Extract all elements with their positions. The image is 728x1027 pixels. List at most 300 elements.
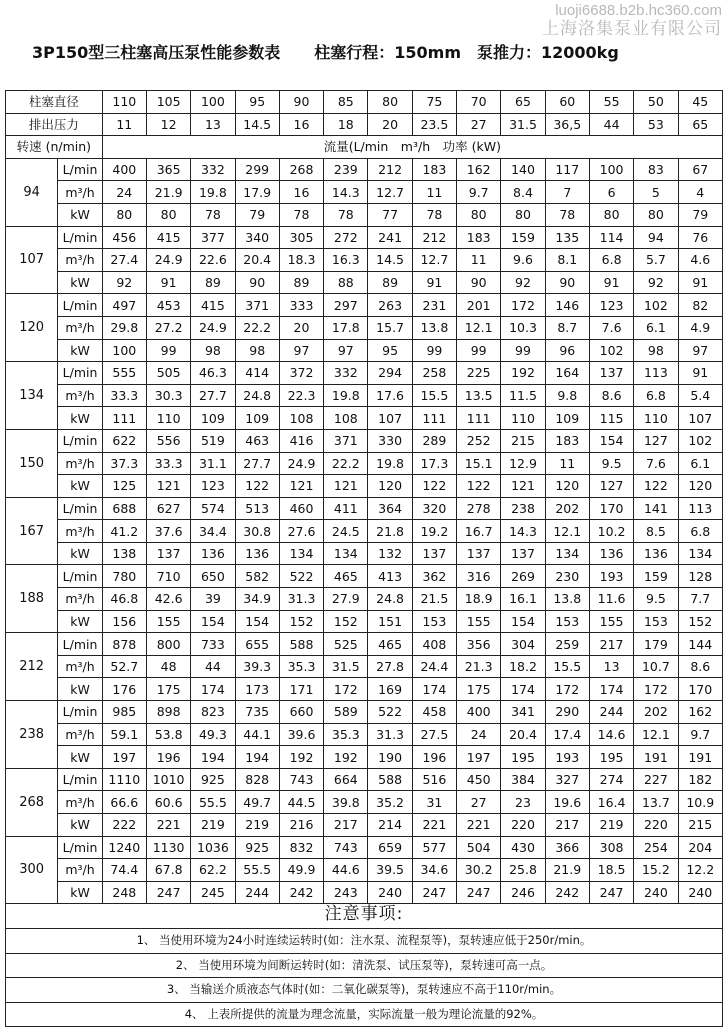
data-cell: 109 (545, 407, 589, 430)
diameter-value: 45 (678, 91, 722, 114)
data-cell: 6.8 (634, 384, 678, 407)
data-cell: 90 (545, 271, 589, 294)
data-cell: 660 (279, 701, 323, 724)
data-cell: 159 (634, 565, 678, 588)
data-cell: 122 (634, 475, 678, 498)
data-cell: 430 (501, 836, 545, 859)
data-cell: 172 (634, 678, 678, 701)
data-cell: 120 (545, 475, 589, 498)
data-cell: 33.3 (146, 452, 190, 475)
data-cell: 204 (678, 836, 722, 859)
data-cell: 219 (191, 814, 235, 837)
data-cell: 10.7 (634, 655, 678, 678)
data-cell: 304 (501, 633, 545, 656)
data-cell: 220 (634, 814, 678, 837)
data-cell: 247 (457, 881, 501, 904)
data-cell: 1130 (146, 836, 190, 859)
data-cell: 31.3 (279, 588, 323, 611)
data-cell: 299 (235, 158, 279, 181)
data-cell: 7.6 (634, 452, 678, 475)
speed-value: 188 (6, 565, 58, 633)
data-cell: 6.1 (634, 316, 678, 339)
watermark-company: 上海洛集泵业有限公司 (542, 19, 722, 38)
data-cell: 172 (324, 678, 368, 701)
data-cell: 128 (678, 565, 722, 588)
data-cell: 29.8 (102, 316, 146, 339)
data-cell: 247 (146, 881, 190, 904)
data-cell: 225 (457, 362, 501, 385)
data-cell: 60.6 (146, 791, 190, 814)
data-cell: 333 (279, 294, 323, 317)
data-cell: 35.3 (279, 655, 323, 678)
data-cell: 100 (102, 339, 146, 362)
data-cell: 8.6 (589, 384, 633, 407)
diameter-value: 55 (589, 91, 633, 114)
data-cell: 44.1 (235, 723, 279, 746)
data-cell: 201 (457, 294, 501, 317)
unit-label: L/min (58, 633, 102, 656)
data-cell: 627 (146, 497, 190, 520)
data-cell: 27.2 (146, 316, 190, 339)
data-cell: 111 (457, 407, 501, 430)
data-cell: 290 (545, 701, 589, 724)
data-cell: 254 (634, 836, 678, 859)
data-cell: 14.3 (501, 520, 545, 543)
note-item: 1、 当使用环境为24小时连续运转时(如：注水泵、流程泵等)，泵转速应低于250r/min。 (5, 929, 723, 954)
data-cell: 79 (678, 203, 722, 226)
data-cell: 125 (102, 475, 146, 498)
data-cell: 925 (235, 836, 279, 859)
data-cell: 140 (501, 158, 545, 181)
unit-label: m³/h (58, 181, 102, 204)
data-cell: 173 (235, 678, 279, 701)
data-cell: 245 (191, 881, 235, 904)
data-cell: 305 (279, 226, 323, 249)
data-cell: 240 (368, 881, 412, 904)
data-cell: 252 (457, 429, 501, 452)
data-cell: 743 (279, 768, 323, 791)
data-cell: 113 (634, 362, 678, 385)
data-cell: 11 (412, 181, 456, 204)
unit-label: L/min (58, 497, 102, 520)
data-cell: 18.9 (457, 588, 501, 611)
data-cell: 91 (589, 271, 633, 294)
data-cell: 136 (235, 542, 279, 565)
data-cell: 24.8 (368, 588, 412, 611)
data-cell: 12.1 (457, 316, 501, 339)
data-cell: 12.7 (368, 181, 412, 204)
data-cell: 215 (678, 814, 722, 837)
data-cell: 332 (191, 158, 235, 181)
unit-label: m³/h (58, 452, 102, 475)
data-cell: 137 (146, 542, 190, 565)
data-cell: 48 (146, 655, 190, 678)
data-cell: 24.4 (412, 655, 456, 678)
data-cell: 664 (324, 768, 368, 791)
data-cell: 8.5 (634, 520, 678, 543)
data-cell: 153 (545, 610, 589, 633)
data-cell: 800 (146, 633, 190, 656)
data-cell: 24 (457, 723, 501, 746)
data-cell: 27 (457, 791, 501, 814)
data-cell: 18.5 (589, 859, 633, 882)
diameter-value: 70 (457, 91, 501, 114)
data-cell: 90 (457, 271, 501, 294)
table-row (6, 814, 723, 837)
data-cell: 556 (146, 429, 190, 452)
data-cell: 34.4 (191, 520, 235, 543)
diameter-value: 75 (412, 91, 456, 114)
note-item: 4、 上表所提供的流量为理念流量，实际流量一般为理论流量的92%。 (5, 1003, 723, 1027)
data-cell: 222 (102, 814, 146, 837)
data-cell: 217 (324, 814, 368, 837)
data-cell: 371 (235, 294, 279, 317)
data-cell: 15.5 (545, 655, 589, 678)
data-cell: 162 (678, 701, 722, 724)
diameter-row (6, 91, 723, 114)
data-cell: 497 (102, 294, 146, 317)
data-cell: 332 (324, 362, 368, 385)
data-cell: 31.5 (324, 655, 368, 678)
data-cell: 985 (102, 701, 146, 724)
data-cell: 39.8 (324, 791, 368, 814)
data-cell: 120 (368, 475, 412, 498)
data-cell: 80 (146, 203, 190, 226)
data-cell: 365 (146, 158, 190, 181)
data-cell: 241 (368, 226, 412, 249)
data-cell: 340 (235, 226, 279, 249)
data-cell: 247 (412, 881, 456, 904)
data-cell: 925 (191, 768, 235, 791)
unit-label: kW (58, 610, 102, 633)
data-cell: 15.2 (634, 859, 678, 882)
data-cell: 244 (235, 881, 279, 904)
data-cell: 9.5 (589, 452, 633, 475)
data-cell: 525 (324, 633, 368, 656)
table-row (6, 181, 723, 204)
data-cell: 193 (589, 565, 633, 588)
data-cell: 134 (324, 542, 368, 565)
table-row (6, 723, 723, 746)
data-cell: 27.6 (279, 520, 323, 543)
table-row (6, 791, 723, 814)
unit-label: L/min (58, 362, 102, 385)
data-cell: 364 (368, 497, 412, 520)
unit-label: m³/h (58, 859, 102, 882)
note-item: 2、 当使用环境为间断运转时(如：清洗泵、试压泵等)，泵转速可高一点。 (5, 954, 723, 979)
data-cell: 259 (545, 633, 589, 656)
data-cell: 175 (146, 678, 190, 701)
data-cell: 91 (678, 271, 722, 294)
data-cell: 458 (412, 701, 456, 724)
data-cell: 113 (678, 497, 722, 520)
data-cell: 522 (368, 701, 412, 724)
data-cell: 1110 (102, 768, 146, 791)
data-cell: 132 (368, 542, 412, 565)
data-cell: 214 (368, 814, 412, 837)
data-cell: 49.7 (235, 791, 279, 814)
data-cell: 453 (146, 294, 190, 317)
data-cell: 272 (324, 226, 368, 249)
data-cell: 197 (457, 746, 501, 769)
table-row (6, 316, 723, 339)
data-cell: 330 (368, 429, 412, 452)
data-cell: 137 (501, 542, 545, 565)
data-cell: 231 (412, 294, 456, 317)
data-cell: 505 (146, 362, 190, 385)
data-cell: 89 (191, 271, 235, 294)
data-cell: 37.3 (102, 452, 146, 475)
data-cell: 13.5 (457, 384, 501, 407)
data-cell: 17.8 (324, 316, 368, 339)
title-stroke: 柱塞行程：150mm (314, 43, 461, 62)
data-cell: 7 (545, 181, 589, 204)
data-cell: 80 (501, 203, 545, 226)
data-cell: 463 (235, 429, 279, 452)
data-cell: 238 (501, 497, 545, 520)
diameter-value: 50 (634, 91, 678, 114)
data-cell: 411 (324, 497, 368, 520)
data-cell: 78 (191, 203, 235, 226)
data-cell: 4.9 (678, 316, 722, 339)
data-cell: 136 (634, 542, 678, 565)
data-cell: 80 (457, 203, 501, 226)
data-cell: 384 (501, 768, 545, 791)
speed-value: 134 (6, 362, 58, 430)
unit-label: kW (58, 407, 102, 430)
data-cell: 31.1 (191, 452, 235, 475)
data-cell: 107 (368, 407, 412, 430)
data-cell: 19.8 (191, 181, 235, 204)
data-cell: 878 (102, 633, 146, 656)
data-cell: 221 (457, 814, 501, 837)
data-cell: 114 (589, 226, 633, 249)
data-cell: 153 (412, 610, 456, 633)
data-cell: 91 (146, 271, 190, 294)
data-cell: 5.4 (678, 384, 722, 407)
data-cell: 110 (146, 407, 190, 430)
title-thrust: 泵推力：12000kg (477, 43, 619, 62)
data-cell: 465 (368, 633, 412, 656)
notes-section (5, 900, 723, 1027)
data-cell: 522 (279, 565, 323, 588)
data-cell: 372 (279, 362, 323, 385)
data-cell: 92 (501, 271, 545, 294)
data-cell: 191 (634, 746, 678, 769)
table-row (6, 384, 723, 407)
data-cell: 898 (146, 701, 190, 724)
data-cell: 67 (678, 158, 722, 181)
data-cell: 4.6 (678, 249, 722, 272)
speed-value: 94 (6, 158, 58, 226)
data-cell: 155 (457, 610, 501, 633)
data-cell: 151 (368, 610, 412, 633)
data-cell: 588 (368, 768, 412, 791)
data-cell: 248 (102, 881, 146, 904)
data-cell: 196 (412, 746, 456, 769)
data-cell: 174 (501, 678, 545, 701)
unit-label: L/min (58, 158, 102, 181)
data-cell: 92 (634, 271, 678, 294)
speed-value: 167 (6, 497, 58, 565)
data-cell: 289 (412, 429, 456, 452)
data-cell: 9.6 (501, 249, 545, 272)
pressure-value: 65 (678, 113, 722, 136)
data-cell: 97 (678, 339, 722, 362)
data-cell: 155 (589, 610, 633, 633)
data-cell: 27.7 (235, 452, 279, 475)
data-cell: 20.4 (235, 249, 279, 272)
table-row (6, 475, 723, 498)
data-cell: 121 (324, 475, 368, 498)
data-cell: 152 (279, 610, 323, 633)
data-cell: 91 (678, 362, 722, 385)
data-cell: 170 (678, 678, 722, 701)
table-row (6, 158, 723, 181)
data-cell: 46.8 (102, 588, 146, 611)
data-cell: 240 (678, 881, 722, 904)
data-cell: 516 (412, 768, 456, 791)
data-cell: 227 (634, 768, 678, 791)
speed-value: 268 (6, 768, 58, 836)
data-cell: 11.6 (589, 588, 633, 611)
data-cell: 263 (368, 294, 412, 317)
data-cell: 21.3 (457, 655, 501, 678)
data-cell: 175 (457, 678, 501, 701)
data-cell: 6 (589, 181, 633, 204)
data-cell: 212 (412, 226, 456, 249)
data-cell: 22.2 (235, 316, 279, 339)
data-cell: 13.8 (545, 588, 589, 611)
data-cell: 16.4 (589, 791, 633, 814)
data-cell: 35.2 (368, 791, 412, 814)
data-cell: 121 (146, 475, 190, 498)
pressure-value: 27 (457, 113, 501, 136)
data-cell: 193 (545, 746, 589, 769)
data-cell: 95 (368, 339, 412, 362)
data-cell: 1010 (146, 768, 190, 791)
data-cell: 269 (501, 565, 545, 588)
data-cell: 83 (634, 158, 678, 181)
data-cell: 164 (545, 362, 589, 385)
data-cell: 39 (191, 588, 235, 611)
data-cell: 20 (279, 316, 323, 339)
data-cell: 14.3 (324, 181, 368, 204)
data-cell: 239 (324, 158, 368, 181)
title-main: 3P150型三柱塞高压泵性能参数表 (32, 43, 280, 62)
data-cell: 154 (235, 610, 279, 633)
data-cell: 42.6 (146, 588, 190, 611)
data-cell: 182 (678, 768, 722, 791)
data-cell: 111 (102, 407, 146, 430)
data-cell: 41.2 (102, 520, 146, 543)
data-cell: 121 (279, 475, 323, 498)
data-cell: 191 (678, 746, 722, 769)
data-cell: 62.2 (191, 859, 235, 882)
data-cell: 172 (501, 294, 545, 317)
unit-label: kW (58, 339, 102, 362)
pressure-value: 13 (191, 113, 235, 136)
data-cell: 137 (589, 362, 633, 385)
units-label: 流量(L/min m³/h 功率 (kW) (102, 136, 722, 159)
data-cell: 27.8 (368, 655, 412, 678)
data-cell: 170 (589, 497, 633, 520)
data-cell: 154 (501, 610, 545, 633)
table-row (6, 836, 723, 859)
pressure-value: 11 (102, 113, 146, 136)
diameter-label: 柱塞直径 (6, 91, 103, 114)
data-cell: 21.9 (545, 859, 589, 882)
unit-label: m³/h (58, 316, 102, 339)
data-cell: 44.6 (324, 859, 368, 882)
data-cell: 27.7 (191, 384, 235, 407)
data-cell: 504 (457, 836, 501, 859)
data-cell: 735 (235, 701, 279, 724)
data-cell: 659 (368, 836, 412, 859)
unit-label: L/min (58, 226, 102, 249)
data-cell: 16 (279, 181, 323, 204)
data-cell: 79 (235, 203, 279, 226)
pressure-value: 14.5 (235, 113, 279, 136)
data-cell: 11.5 (501, 384, 545, 407)
table-row (6, 294, 723, 317)
data-cell: 144 (678, 633, 722, 656)
data-cell: 832 (279, 836, 323, 859)
pressure-row (6, 113, 723, 136)
data-cell: 22.2 (324, 452, 368, 475)
data-cell: 6.8 (678, 520, 722, 543)
data-cell: 138 (102, 542, 146, 565)
data-cell: 98 (191, 339, 235, 362)
data-cell: 100 (589, 158, 633, 181)
speed-value: 238 (6, 701, 58, 769)
data-cell: 19.8 (368, 452, 412, 475)
data-cell: 34.9 (235, 588, 279, 611)
data-cell: 109 (191, 407, 235, 430)
data-cell: 97 (279, 339, 323, 362)
data-cell: 6.8 (589, 249, 633, 272)
page-title (32, 40, 619, 63)
data-cell: 76 (678, 226, 722, 249)
data-cell: 21.9 (146, 181, 190, 204)
data-cell: 78 (412, 203, 456, 226)
data-cell: 341 (501, 701, 545, 724)
pressure-value: 31.5 (501, 113, 545, 136)
speed-value: 120 (6, 294, 58, 362)
table-row (6, 497, 723, 520)
data-cell: 14.6 (589, 723, 633, 746)
data-cell: 97 (324, 339, 368, 362)
data-cell: 320 (412, 497, 456, 520)
table-row (6, 226, 723, 249)
unit-label: m³/h (58, 384, 102, 407)
data-cell: 102 (678, 429, 722, 452)
unit-label: L/min (58, 701, 102, 724)
data-cell: 122 (457, 475, 501, 498)
data-cell: 192 (501, 362, 545, 385)
data-cell: 66.6 (102, 791, 146, 814)
data-cell: 123 (589, 294, 633, 317)
data-cell: 92 (102, 271, 146, 294)
data-cell: 9.8 (545, 384, 589, 407)
table-row (6, 362, 723, 385)
diameter-value: 95 (235, 91, 279, 114)
data-cell: 156 (102, 610, 146, 633)
data-cell: 44 (191, 655, 235, 678)
table-row (6, 588, 723, 611)
data-cell: 15.5 (412, 384, 456, 407)
data-cell: 33.3 (102, 384, 146, 407)
